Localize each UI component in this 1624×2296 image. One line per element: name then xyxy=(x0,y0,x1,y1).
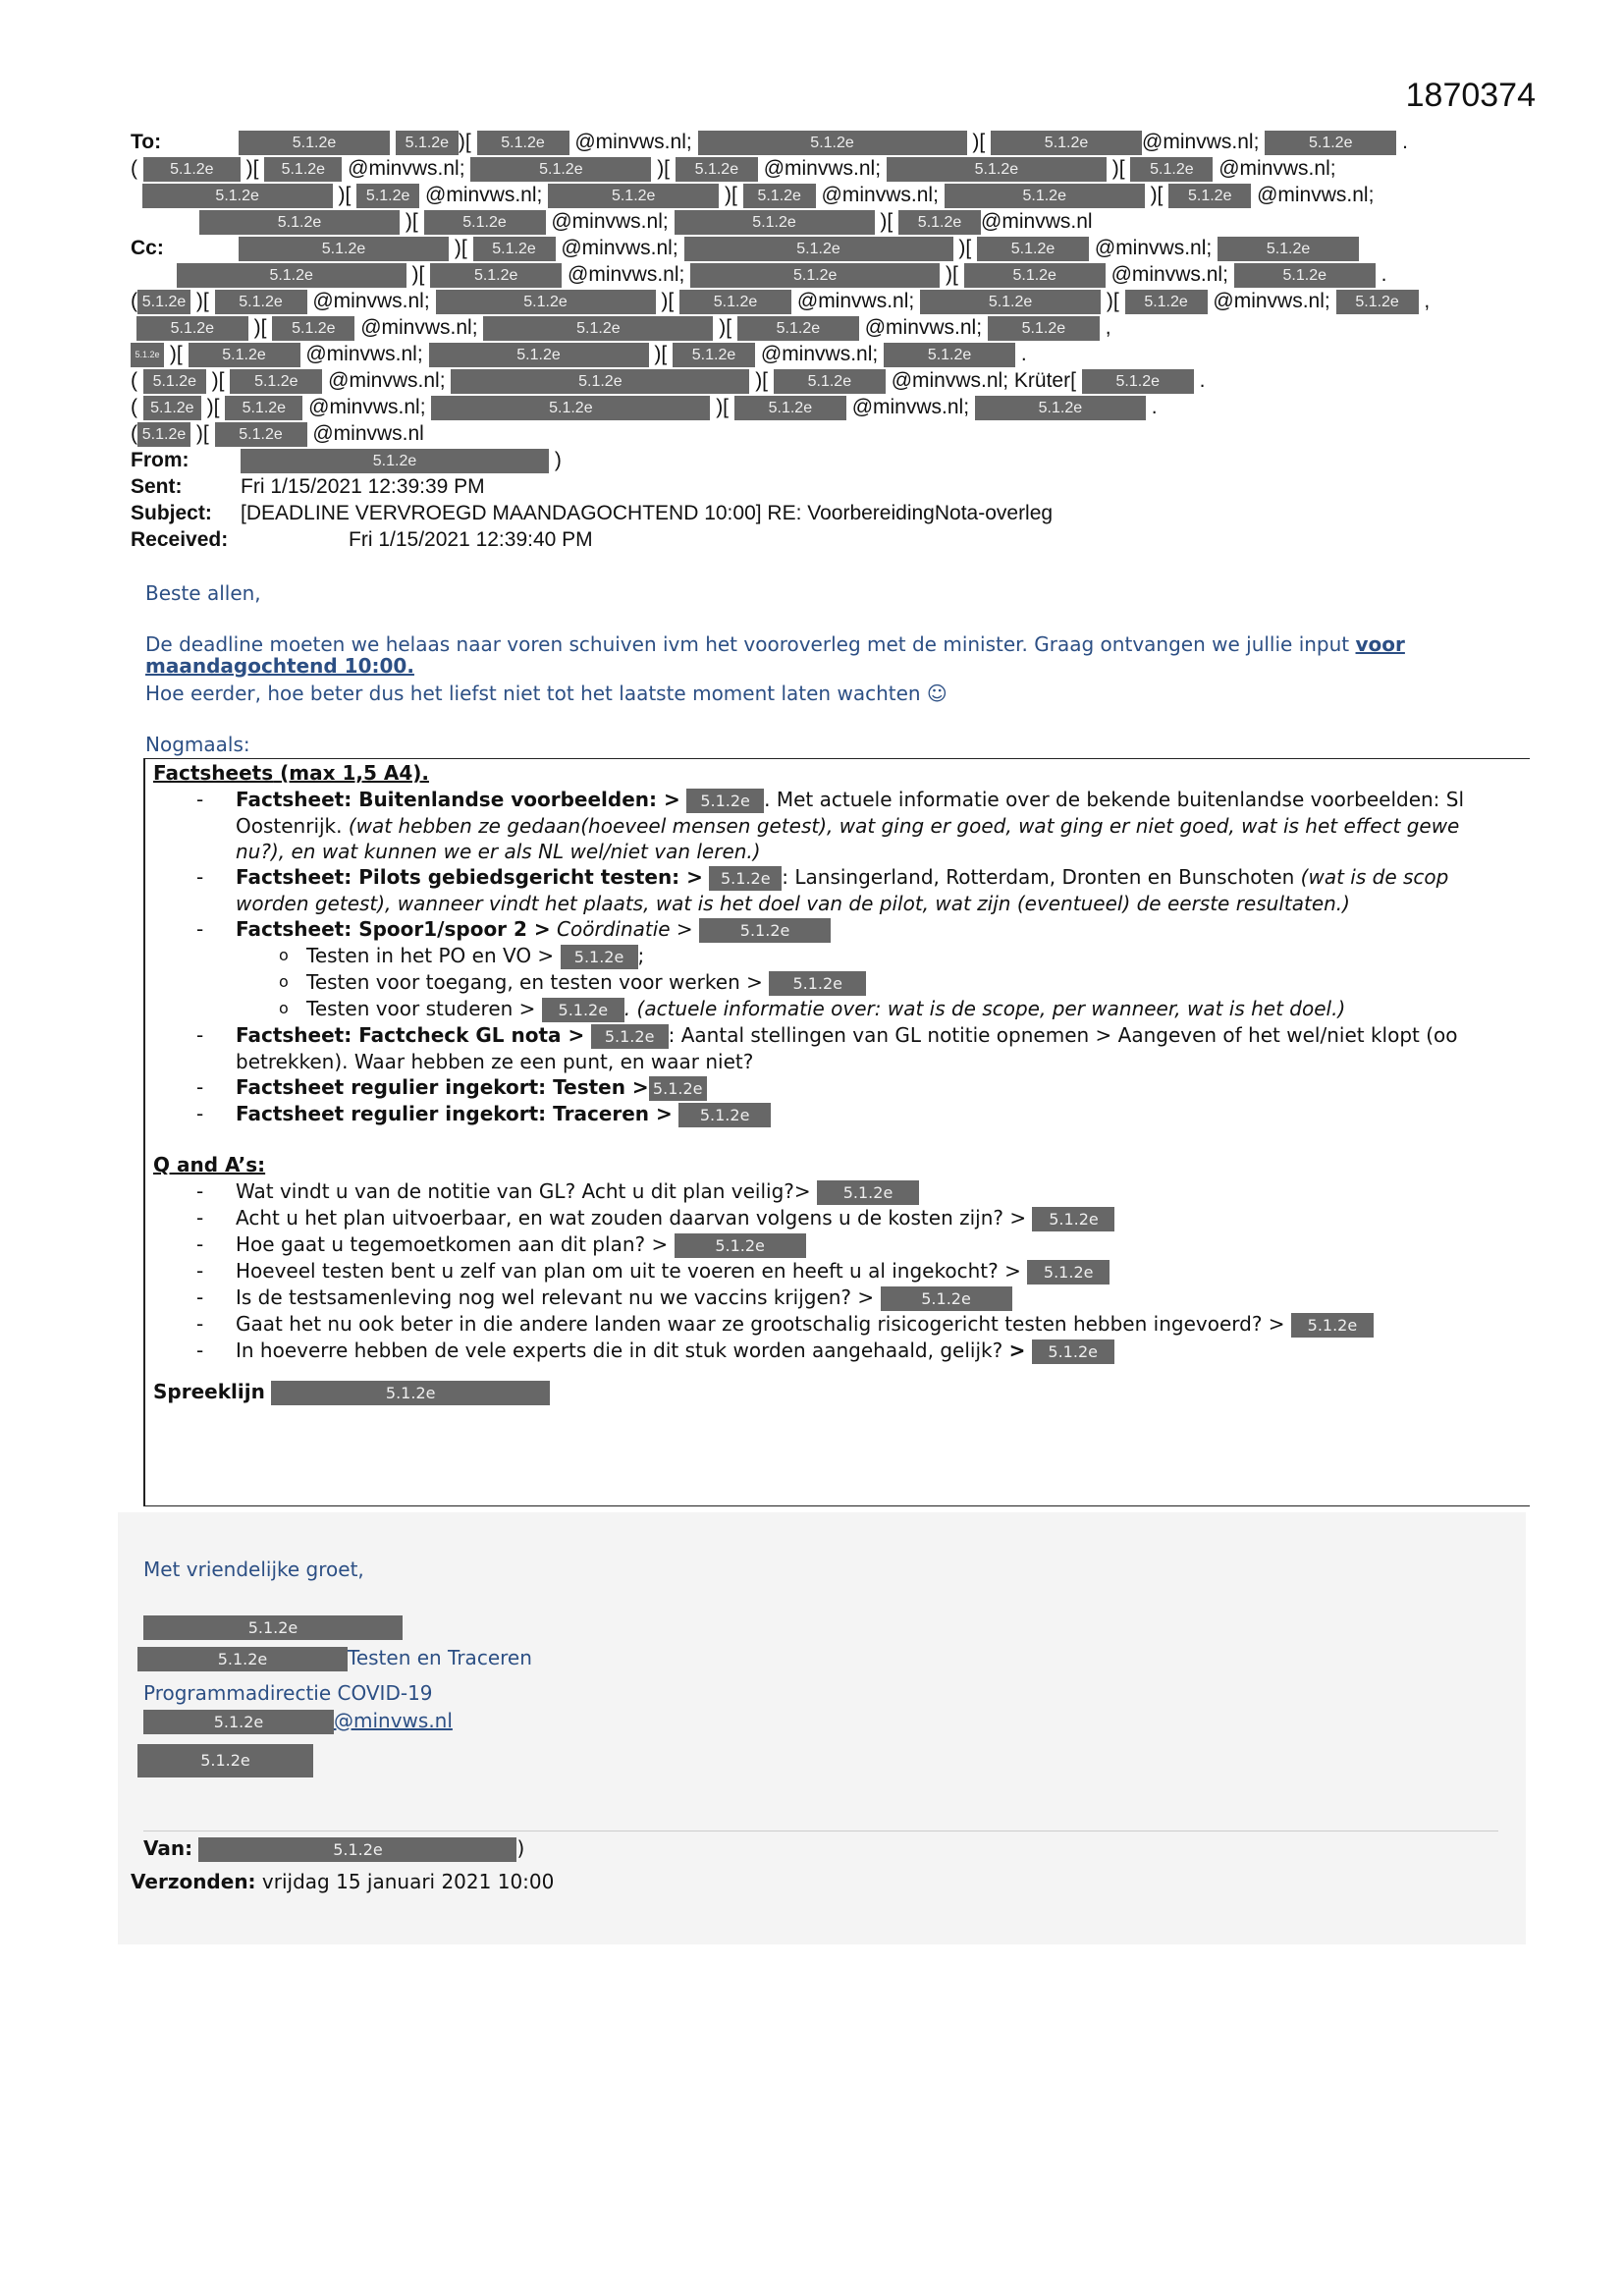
list-item xyxy=(145,1311,1530,1338)
factsheets-title: Factsheets xyxy=(153,761,274,785)
redaction: 5.1.2e xyxy=(964,263,1106,288)
email-domain: @minvws.nl xyxy=(561,237,673,260)
factsheets-suffix: (max 1,5 A4). xyxy=(273,761,429,785)
redaction: 5.1.2e xyxy=(430,263,562,288)
redaction: 5.1.2e xyxy=(920,290,1101,314)
email-domain: @minvws.nl xyxy=(760,343,873,366)
redaction: 5.1.2e xyxy=(774,369,886,394)
redaction: 5.1.2e xyxy=(1032,1339,1114,1364)
spreeklijn-row xyxy=(153,1380,1530,1405)
received-label: Received: xyxy=(131,528,229,551)
sent-value: Fri 1/15/2021 12:39:39 PM xyxy=(241,475,485,498)
list-item: - In hoeverre hebben de vele experts die in dit stuk worden aangehaald, gelijk? > 5.1.2e xyxy=(145,1338,1530,1364)
redaction: 5.1.2e xyxy=(1218,237,1359,261)
redaction: 5.1.2e xyxy=(483,316,713,341)
redaction: 5.1.2e xyxy=(561,945,638,969)
deadline-bold: voor maandagochtend 10:00. xyxy=(145,632,1405,678)
redaction: 5.1.2e xyxy=(136,316,248,341)
kruter-name: Krüter[ xyxy=(1013,369,1076,393)
redaction: 5.1.2e xyxy=(1291,1313,1374,1338)
redaction: 5.1.2e xyxy=(477,131,569,155)
redaction: 5.1.2e xyxy=(177,263,406,288)
redaction: 5.1.2e xyxy=(272,316,354,341)
redaction: 5.1.2e xyxy=(356,184,419,208)
question-text: Hoe gaat u tegemoetkomen aan dit plan? > xyxy=(236,1232,669,1256)
signature-directie: Programmadirectie COVID-19 xyxy=(143,1681,433,1705)
factsheets-box xyxy=(143,758,1530,1506)
redaction: 5.1.2e xyxy=(215,290,307,314)
email-domain: @minvws.nl xyxy=(1257,184,1369,207)
redaction: 5.1.2e xyxy=(699,918,831,943)
email-domain: @minvws.nl xyxy=(1218,157,1330,181)
email-domain: @minvws.nl xyxy=(1110,263,1223,287)
redaction: 5.1.2e xyxy=(881,1286,1012,1311)
list-item xyxy=(145,1285,1530,1311)
email-domain: @minvws.nl xyxy=(312,422,424,446)
redaction: 5.1.2e xyxy=(199,210,400,235)
item-text: (wat hebben ze gedaan(hoeveel mensen getest), wat ging er goed, wat ging er niet goed, wat is het effect gewe xyxy=(342,814,1460,838)
redaction: 5.1.2e xyxy=(675,210,875,235)
redaction: 5.1.2e xyxy=(887,157,1107,182)
redaction: 5.1.2e xyxy=(679,290,791,314)
redaction: 5.1.2e xyxy=(988,316,1100,341)
redaction: 5.1.2e xyxy=(975,396,1146,420)
document-id: 1870374 xyxy=(1405,77,1536,114)
item-text: . Met actuele informatie over de bekende buitenlandse voorbeelden: Sl xyxy=(764,788,1465,811)
van-label: Van: xyxy=(143,1836,193,1860)
email-domain: @minvws.nl xyxy=(864,316,977,340)
redaction: 5.1.2e xyxy=(1082,369,1194,394)
email-domain: @minvws.nl xyxy=(360,316,472,340)
item-label: Factsheet regulier ingekort: Traceren xyxy=(236,1102,650,1125)
email-domain: @minvws.nl xyxy=(551,210,663,234)
signature-team-row xyxy=(137,1646,532,1671)
subject-label: Subject: xyxy=(131,502,212,524)
question-text: Gaat het nu ook beter in die andere landen waar ze grootschalig risicogericht testen hebben ingevoerd? > xyxy=(236,1312,1285,1336)
item-text: Oostenrijk. xyxy=(236,814,343,838)
redaction: 5.1.2e xyxy=(769,971,866,996)
spreeklijn-label: Spreeklijn xyxy=(153,1380,265,1403)
to-label: To: xyxy=(131,131,162,154)
email-domain: @minvws.nl xyxy=(574,131,686,154)
item-text: worden getest), wanneer vindt het plaats, wat is het doel van de pilot, wat zijn (eventueel) de eerste resultaten.) xyxy=(236,892,1350,915)
email-domain: @minvws.nl xyxy=(891,369,1003,393)
question-text: Acht u het plan uitvoerbaar, en wat zouden daarvan volgens u de kosten zijn? > xyxy=(236,1206,1027,1230)
email-domain: @minvws.nl xyxy=(305,343,417,366)
redaction: 5.1.2e xyxy=(1265,131,1396,155)
question-text: In hoeverre hebben de vele experts die in dit stuk worden aangehaald, gelijk? xyxy=(236,1339,1003,1362)
greeting: Beste allen, xyxy=(145,581,261,605)
signature-phone-row xyxy=(137,1744,313,1777)
redaction: 5.1.2e xyxy=(977,237,1089,261)
list-item: - Factsheet regulier ingekort: Traceren > 5.1.2e xyxy=(145,1101,1530,1127)
item-text: Testen voor toegang, en testen voor werken > xyxy=(306,970,763,994)
email-domain: @minvws.nl xyxy=(796,290,909,313)
sub-item xyxy=(145,996,1530,1022)
email-domain: @minvws.nl xyxy=(425,184,537,207)
qa-list xyxy=(145,1178,1530,1364)
item-text: Testen in het PO en VO > xyxy=(306,944,555,967)
signature-email-link[interactable]: @minvws.nl xyxy=(334,1709,453,1732)
list-item: - Factsheet regulier ingekort: Testen > 5.1.2e xyxy=(145,1074,1530,1101)
redaction: 5.1.2e xyxy=(143,157,241,182)
redaction: 5.1.2e xyxy=(429,343,649,367)
question-text: Is de testsamenleving nog wel relevant nu we vaccins krijgen? > xyxy=(236,1285,875,1309)
list-item xyxy=(145,1205,1530,1231)
verzonden-row xyxy=(131,1870,554,1893)
item-text: . (actuele informatie over: wat is de scope, per wanneer, wat is het doel.) xyxy=(623,997,1346,1020)
redaction: 5.1.2e xyxy=(241,449,549,473)
redaction: 5.1.2e xyxy=(396,131,459,155)
redaction: 5.1.2e xyxy=(734,396,846,420)
closing: Met vriendelijke groet, xyxy=(143,1558,364,1581)
team-name: Testen en Traceren xyxy=(348,1646,532,1669)
redaction: 5.1.2e xyxy=(698,131,967,155)
redaction: 5.1.2e xyxy=(1032,1207,1114,1231)
redaction: 5.1.2e xyxy=(137,422,190,447)
redaction: 5.1.2e xyxy=(548,184,719,208)
list-item xyxy=(145,1231,1530,1258)
redaction: 5.1.2e xyxy=(137,290,190,314)
redaction: 5.1.2e xyxy=(451,369,749,394)
item-text: Coördinatie > xyxy=(550,917,693,941)
redaction: 5.1.2e xyxy=(470,157,651,182)
sent-label: Sent: xyxy=(131,475,183,498)
redaction: 5.1.2e xyxy=(225,396,302,420)
email-domain: @minvws.nl xyxy=(312,290,424,313)
email-header: To: 5.1.2e 5.1.2e )[ 5.1.2e @minvws.nl; 5.1.2e )[ 5.1.2e @minvws.nl; 5.1.2e . ( 5.1.2e )[ 5.1.2e @minvws.nl; 5.1.2e )[ 5.1.2e @minvws.nl; 5.1.2e )[ 5.1.2e @minvws.nl; 5.1.2e )[ 5.1.2e @minvws.nl; 5.1.2e )[ 5.1.2e @minvws.nl; 5.1.2e )[ 5.1.2e @minvws.nl; 5.1.2e )[ 5.1.2e @minvws.nl; 5.1.2e )[ 5.1.2e @minvws.nl Cc: 5.1.2e )[ 5.1.2e @minvws.nl; 5.1.2e )[ 5.1.2e @minvws.nl; 5.1.2e 5.1.2e )[ 5.1.2e @minvws.nl; 5.1.2e )[ 5.1.2e @minvws.nl; 5.1.2e . ( 5.1.2e )[ 5.1.2e @minvws.nl; 5.1.2e )[ 5.1.2e @minvws.nl; 5.1.2e )[ 5.1.2e @minvws.nl; 5.1.2e , 5.1.2e )[ 5.1.2e @minvws.nl; 5.1.2e )[ 5.1.2e @minvws.nl; 5.1.2e , 5.1.2e )[ 5.1.2e @minvws.nl; 5.1.2e )[ 5.1.2e @minvws.nl; 5.1.2e . ( 5.1.2e )[ 5.1.2e @minvws.nl; 5.1.2e )[ 5.1.2e @minvws.nl; Krüter[ 5.1.2e . ( 5.1.2e )[ 5.1.2e @minvws.nl; 5.1.2e )[ 5.1.2e @minvws.nl; 5.1.2e . ( 5.1.2e )[ 5.1.2e @minvws.nl From: 5.1.2e ) Sent: Fri 1/15/2021 12:39:39 PM Subject: [DEADLINE VERVROEGD MAANDAGOCHTEND 10:00] RE: VoorbereidingNota-overleg Received: Fri 1/15/2021 12:39:40 PM xyxy=(131,131,1431,551)
redaction: 5.1.2e xyxy=(1130,157,1213,182)
list-item xyxy=(145,1258,1530,1285)
redaction: 5.1.2e xyxy=(137,1744,313,1777)
redaction: 5.1.2e xyxy=(649,1076,707,1101)
signature-name-row xyxy=(143,1614,403,1640)
qa-heading: Q and A’s: xyxy=(153,1153,266,1176)
redaction: 5.1.2e xyxy=(142,184,333,208)
redaction: 5.1.2e xyxy=(143,396,201,420)
signature-email-row xyxy=(143,1709,453,1734)
list-item: - Factsheet: Factcheck GL nota > 5.1.2e : Aantal stellingen van GL notitie opnemen > Aangeven of het wel/niet klopt (oo betrekken). Waar hebben ze een punt, en waar niet? xyxy=(145,1022,1530,1074)
redaction: 5.1.2e xyxy=(737,316,859,341)
redaction: 5.1.2e xyxy=(143,1710,334,1734)
redaction: 5.1.2e xyxy=(239,237,449,261)
redaction: 5.1.2e xyxy=(991,131,1142,155)
factsheets-list xyxy=(145,787,1530,1127)
redaction: 5.1.2e xyxy=(431,396,710,420)
list-item: - Factsheet: Spoor1/spoor 2 > Coördinatie > 5.1.2e xyxy=(145,916,1530,943)
redaction: 5.1.2e xyxy=(264,157,342,182)
email-domain: @minvws.nl xyxy=(1094,237,1207,260)
email-domain: @minvws.nl xyxy=(1213,290,1325,313)
redaction: 5.1.2e xyxy=(271,1381,550,1405)
item-text: : Aantal stellingen van GL notitie opnemen > Aangeven of het wel/niet klopt (oo xyxy=(668,1023,1458,1047)
redaction: 5.1.2e xyxy=(884,343,1015,367)
redaction: 5.1.2e xyxy=(945,184,1145,208)
list-item: - Factsheet: Buitenlandse voorbeelden: > 5.1.2e . Met actuele informatie over de bekende buitenlandse voorbeelden: Sl Oostenrijk. (wat hebben ze gedaan(hoeveel mensen getest), wat ging er goed, wat ging er niet goed, wat is het effect gewe nu?), en wat kunnen we er als NL wel/niet van leren.) xyxy=(145,787,1530,864)
redaction: 5.1.2e xyxy=(673,343,755,367)
redaction: 5.1.2e xyxy=(198,1837,516,1862)
redaction: 5.1.2e xyxy=(1336,290,1419,314)
redaction: 5.1.2e xyxy=(542,998,624,1022)
item-label: Factsheet: Buitenlandse voorbeelden xyxy=(236,788,650,811)
redaction: 5.1.2e xyxy=(1125,290,1208,314)
subject-value: [DEADLINE VERVROEGD MAANDAGOCHTEND 10:00] RE: VoorbereidingNota-overleg xyxy=(241,502,1054,524)
redaction: 5.1.2e xyxy=(239,131,390,155)
redaction: 5.1.2e xyxy=(189,343,300,367)
item-text: (wat is de scop xyxy=(1294,865,1449,889)
email-domain: @minvws.nl xyxy=(308,396,420,419)
redaction: 5.1.2e xyxy=(143,1615,403,1640)
redaction: 5.1.2e xyxy=(675,1233,806,1258)
redaction: 5.1.2e xyxy=(137,1647,348,1671)
cc-label: Cc: xyxy=(131,237,164,260)
redaction: 5.1.2e xyxy=(898,210,981,235)
item-text: : Lansingerland, Rotterdam, Dronten en Bunschoten xyxy=(782,865,1295,889)
redaction: 5.1.2e xyxy=(230,369,322,394)
redaction: 5.1.2e xyxy=(686,789,764,813)
deadline-text: De deadline moeten we helaas naar voren schuiven ivm het vooroverleg met de minister. Graag ontvangen we jullie input xyxy=(145,632,1350,656)
redaction: 5.1.2e xyxy=(215,422,307,447)
redaction: 5.1.2e xyxy=(1234,263,1376,288)
paragraph-hint: Hoe eerder, hoe beter dus het liefst niet tot het laatste moment laten wachten ☺ xyxy=(145,682,947,705)
email-domain: @minvws.nl xyxy=(981,210,1093,234)
email-domain: @minvws.nl xyxy=(851,396,964,419)
item-label: Factsheet regulier ingekort: Testen xyxy=(236,1075,625,1099)
redaction: 5.1.2e xyxy=(1027,1260,1110,1285)
redaction: 5.1.2e xyxy=(131,343,164,367)
question-text: Hoeveel testen bent u zelf van plan om uit te voeren en heeft u al ingekocht? > xyxy=(236,1259,1021,1283)
redaction: 5.1.2e xyxy=(676,157,758,182)
paragraph-deadline xyxy=(145,633,1500,677)
redaction: 5.1.2e xyxy=(743,184,816,208)
item-label: Factsheet: Spoor1/spoor 2 xyxy=(236,917,527,941)
email-domain: @minvws.nl xyxy=(763,157,876,181)
redaction: 5.1.2e xyxy=(709,866,782,891)
sub-item xyxy=(145,969,1530,996)
sub-item: o Testen in het PO en VO > 5.1.2e ; xyxy=(145,943,1530,969)
list-item: - Factsheet: Pilots gebiedsgericht testen: > 5.1.2e : Lansingerland, Rotterdam, Dronten en Bunschoten (wat is de scop worden getest), wanneer vindt het plaats, wat is het doel van de pilot, wat zijn (eventueel) de eerste resultaten.) xyxy=(145,864,1530,916)
item-text: nu?), en wat kunnen we er als NL wel/niet van leren.) xyxy=(236,840,761,863)
nogmaals-label: Nogmaals: xyxy=(145,733,250,756)
question-text: Wat vindt u van de notitie van GL? Acht u dit plan veilig?> xyxy=(236,1179,811,1203)
redaction: 5.1.2e xyxy=(436,290,656,314)
item-text: betrekken). Waar hebben ze een punt, en waar niet? xyxy=(236,1050,754,1073)
redaction: 5.1.2e xyxy=(143,369,206,394)
list-item xyxy=(145,1178,1530,1205)
factsheets-heading xyxy=(153,761,1530,785)
redaction: 5.1.2e xyxy=(591,1024,669,1049)
email-domain: @minvws.nl xyxy=(348,157,460,181)
redaction: 5.1.2e xyxy=(678,1103,771,1127)
item-label: Factsheet: Pilots gebiedsgericht testen: xyxy=(236,865,680,889)
email-domain: @minvws.nl xyxy=(328,369,440,393)
email-domain: @minvws.nl xyxy=(1142,131,1254,154)
verzonden-value: vrijdag 15 januari 2021 10:00 xyxy=(261,1870,555,1893)
redaction: 5.1.2e xyxy=(684,237,953,261)
redaction: 5.1.2e xyxy=(1168,184,1251,208)
received-value: Fri 1/15/2021 12:39:40 PM xyxy=(349,528,593,551)
item-text: Testen voor studeren > xyxy=(306,997,536,1020)
email-domain: @minvws.nl xyxy=(821,184,934,207)
redaction: 5.1.2e xyxy=(690,263,940,288)
verzonden-label: Verzonden: xyxy=(131,1870,256,1893)
redaction: 5.1.2e xyxy=(473,237,556,261)
redaction: 5.1.2e xyxy=(424,210,546,235)
item-label: Factsheet: Factcheck GL nota xyxy=(236,1023,562,1047)
from-label: From: xyxy=(131,449,189,471)
van-row: Van: 5.1.2e ) xyxy=(143,1836,525,1860)
redaction: 5.1.2e xyxy=(817,1180,919,1205)
email-domain: @minvws.nl xyxy=(568,263,679,287)
